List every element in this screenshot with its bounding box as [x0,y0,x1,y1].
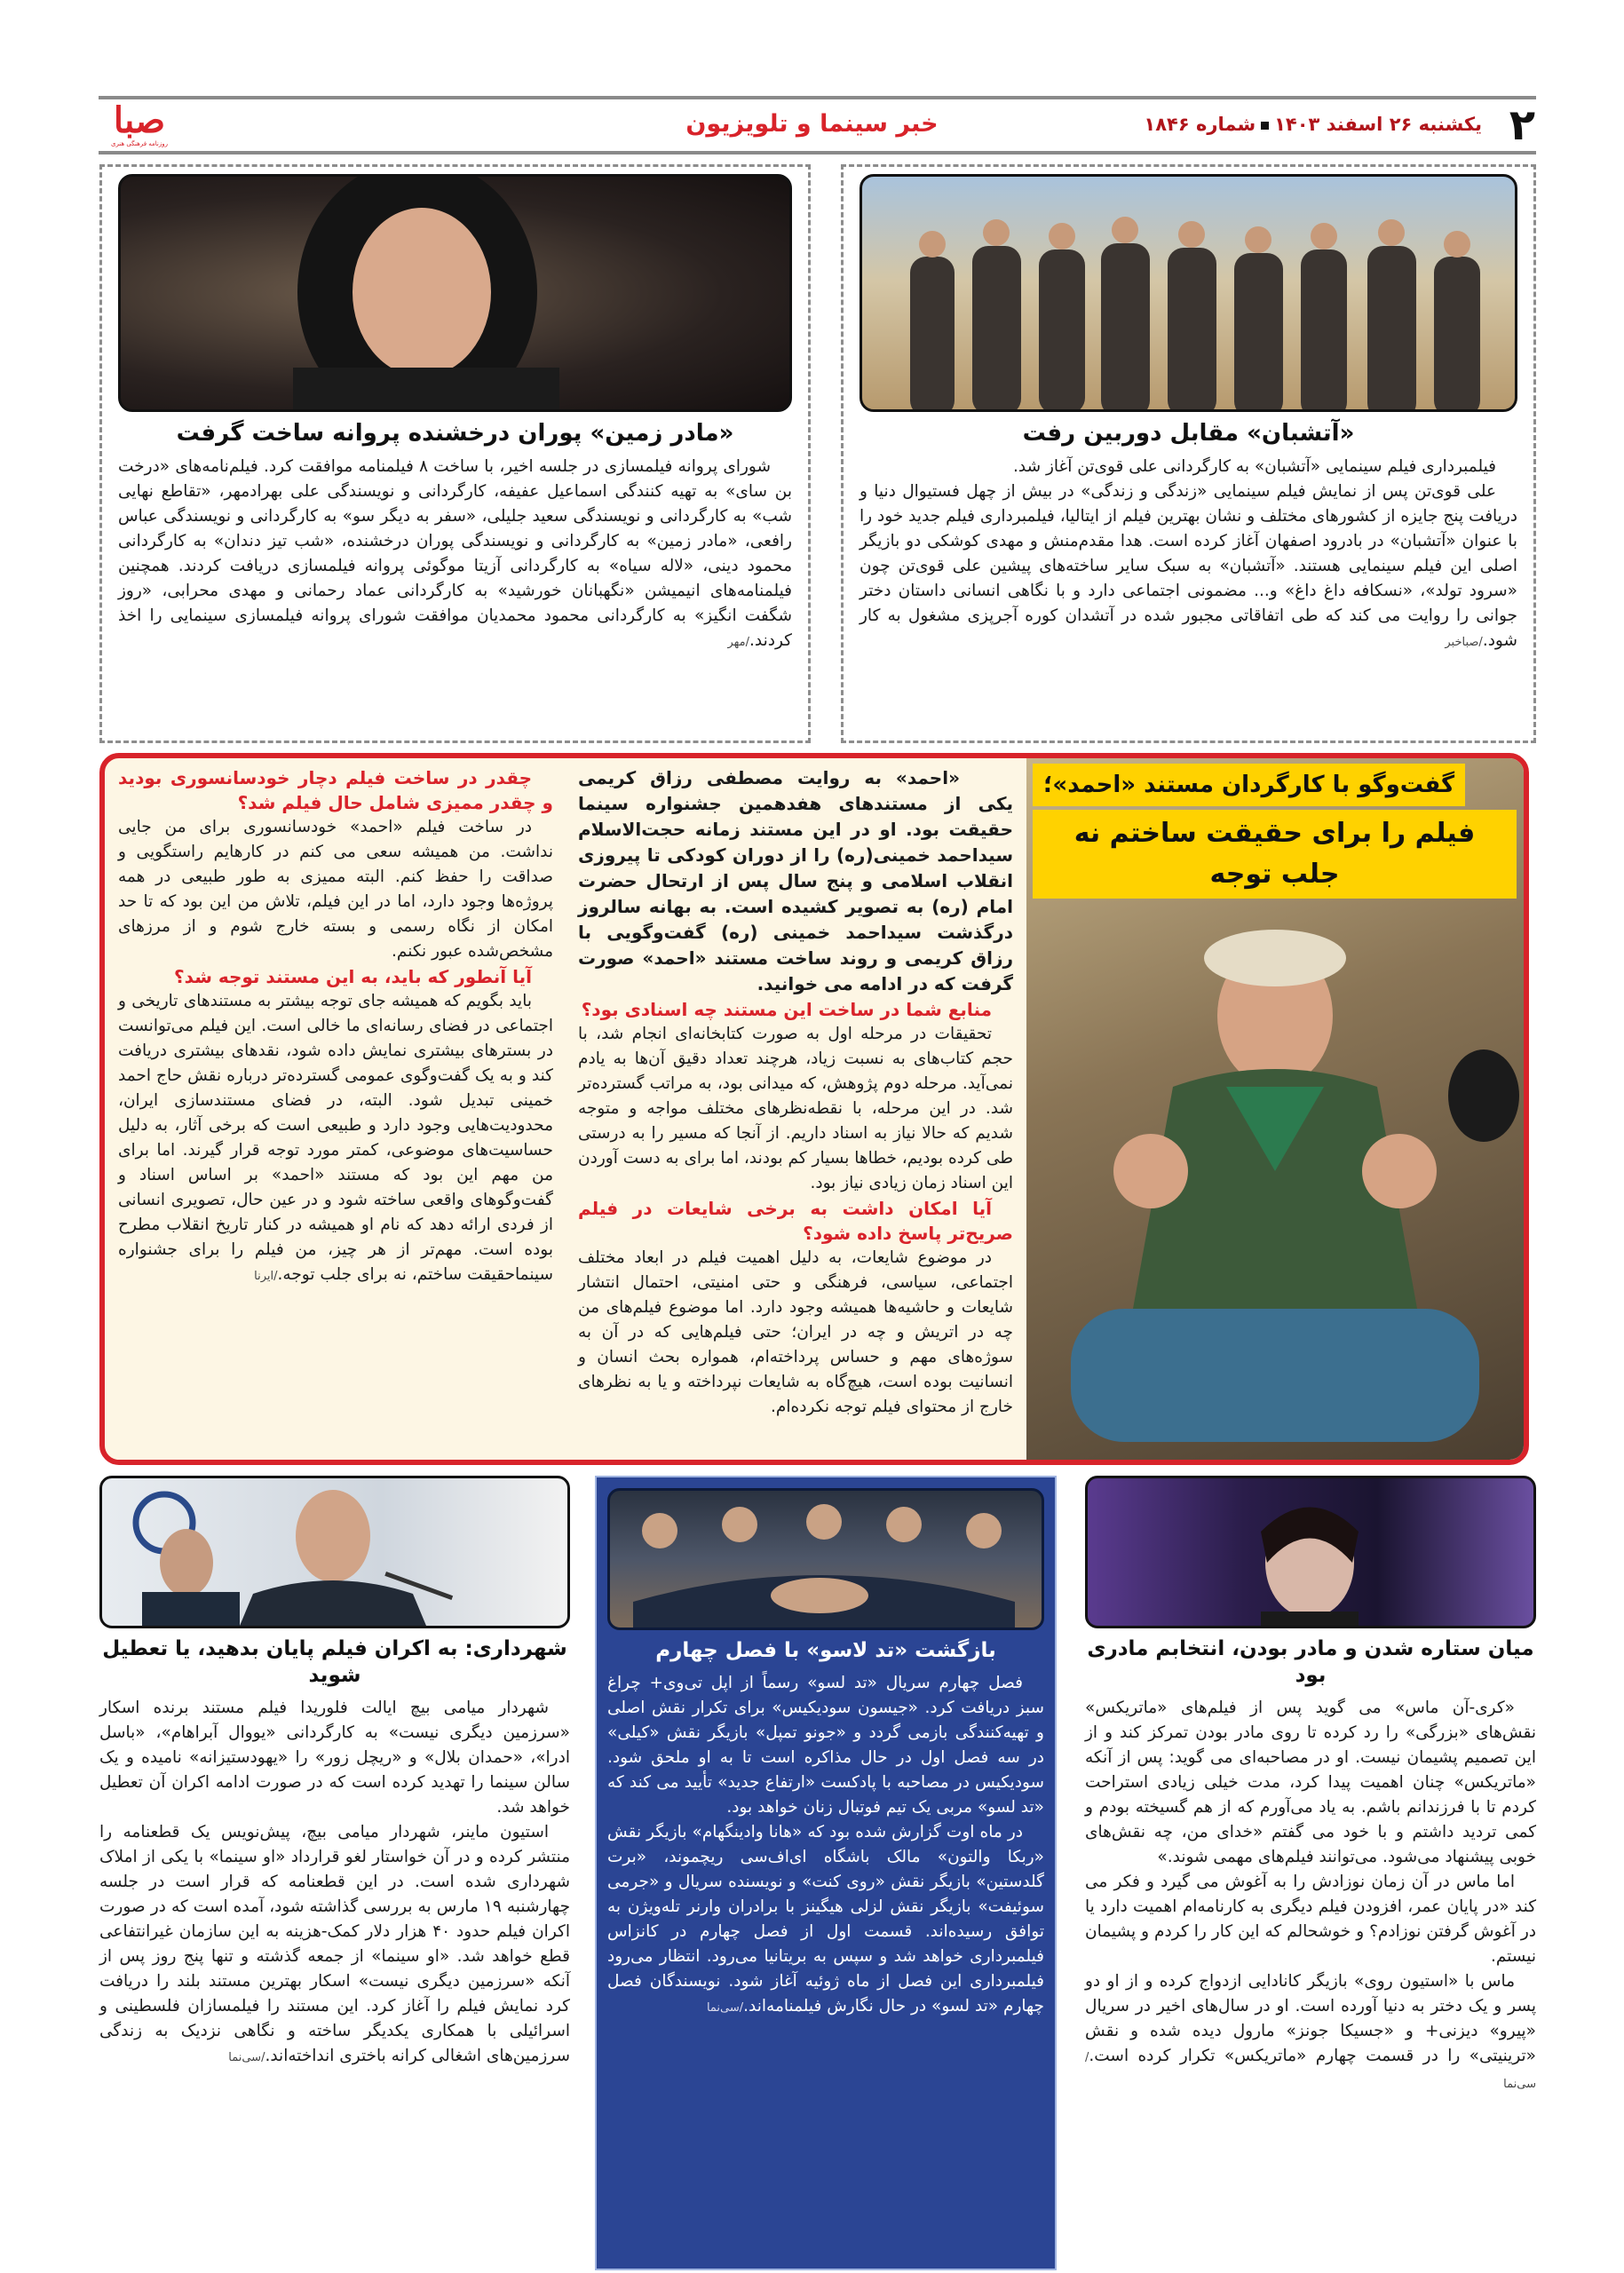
ted-lasso-title: بازگشت «تد لاسو» با فصل چهارم [655,1639,996,1662]
madar-zamin-paragraph-text: شورای پروانه فیلمسازی در جلسه اخیر، با ساخت ۸ فیلمنامه موافقت کرد. فیلم‌نامه‌های «درخت بن سای» به تهیه کنندگی اسماعیل عفیفه، کارگردانی و نویسندگی علی بهرادمهر، «تقاطع نهایی شب» به کارگردانی و نویسندگی سعید جلیلی، «سفر به دیگر سو» به کارگردانی و نویسندگی عباس رافعی، «مادر زمین» به کارگردانی و نویسندگی پوران درخشنده، «شب تیز دندان» به کارگردانی محمود دینی، «لاله سیاه» به کارگردانی آزیتا موگوئی پروانه فیلمسازی دریافت کردند. همچنین فیلمنامه‌های انیمیشن «نگهبانان خورشید» به کارگردانی عماد رحمانی و مهدی محرابی، «روز شگفت انگیز» به کارگردانی محمود محمدیان موافقت شورای پروانه فیلمسازی سینمایی را اخذ کردند. [118,457,792,650]
atashban-title: «آتشبان» مقابل دوربین رفت [1022,420,1355,447]
moss-paragraph-text: ماس با «استیون روی» بازیگر کانادایی ازدواج کرده و از او دو پسر و یک دختر به دنیا آورده است. او در سال‌های اخیر در سریال «پیرو» دیزنی+ و «جسیکا جونز» مارول دیده شده و نقش «ترینیتی» را در قسمت چهارم «ماتریکس» تکرار کرده است. [1085,1972,1536,2065]
interview-question: آیا امکان داشت به برخی شایعات در فیلم صریح‌تر پاسخ داده شود؟ [578,1198,1013,1244]
interview-answer: در ساخت فیلم «احمد» خودسانسوری برای من جایی نداشت. من همیشه سعی می کنم در کارهایم راستگویی و صداقت را حفظ کنم. البته ممیزی به طور طبیعی در همه پروژه‌ها وجود دارد، اما در این فیلم، تلاش من این بود که تا حد امکان از نگاه رسمی و بسته خارج شوم و از مرزهای مشخص‌شده عبور نکنم. [118,818,553,961]
interview-question: چقدر در ساخت فیلم دچار خودسانسوری بودید و چقدر ممیزی شامل حال فیلم شد؟ [118,767,553,813]
page-number: ۲ [1509,100,1535,150]
section-title: خبر سینما و تلویزیون [685,110,939,138]
interview-answer [118,989,553,1289]
miami-paragraph: شهردار میامی بیچ ایالت فلوریدا فیلم مستند برنده اسکار «سرزمین دیگری نیست» به کارگردانی «یووال آبراهام»، «باسل ادرا»، «حمدان بلال» و «ریچل زور» را «یهودستیزانه» نامیده و یک سالن سینما را تهدید کرده است که در صورت ادامه اکران آن تعطیل خواهد شد. [99,1699,570,1817]
atashban-body [860,455,1517,655]
film-crew-illustration [860,177,1515,409]
portrait-illustration [118,177,789,409]
atashban-paragraph: فیلمبرداری فیلم سینمایی «آتشبان» به کارگردانی علی قوی‌تن آغاز شد. [1013,457,1496,476]
moss-paragraph: اما ماس در آن زمان نوزادش را به آغوش می گیرد و فکر می کند «در پایان عمر، افزودن فیلم دیگری به کارنامه‌ام اهمیت دارد یا در آغوش گرفتن نوزادم؟ و خوشحالم که این کار را کردم و پشیمان نیستم. [1085,1873,1536,1966]
interview-box [99,753,1529,1465]
bullet-icon [1261,122,1269,130]
moss-paragraph: «کری-آن ماس» می گوید پس از فیلم‌های «ماتریکس» نقش‌های «بزرگی» را رد کرده تا روی مادر بودن تمرکز کند و از این تصمیم پشیمان نیست. او در مصاحبه‌ای می گوید: پس از آنکه «ماتریکس» چنان اهمیت پیدا کرد، مدت خیلی زیادی استراحت کردم تا با فرزندانم باشم. به یاد می‌آورم که از هم گسیخته بودم و کمی تردید داشتم و با خود می گفتم «خدای من، چه نقش‌های خوبی پیشنهاد می‌شود. می‌توانند فیلم‌های مهمی شوند.» [1085,1699,1536,1866]
carrie-anne-moss-photo [1085,1476,1536,1628]
director-photo [1026,758,1524,1460]
team-huddle-illustration [607,1491,1042,1628]
ted-lasso-cast-photo [607,1488,1044,1630]
interview-answer: تحقیقات در مرحله اول به صورت کتابخانه‌ای انجام شد، با حجم کتاب‌های به نسبت زیاد، هرچند تعداد دقیق آن‌ها به یادم نمی‌آید. مرحله دوم پژوهش، که میدانی بود، به مراتب گسترده‌تر شد. در این مرحله، با نقطه‌نظرهای مختلف مواجه و متوجه شدیم که حالا نیاز به اسناد داریم. از آنجا که مسیر را به درستی طی کرده بودیم، خطاها بسیار کم بودند، اما برای به دست آوردن این اسناد زمان زیادی نیاز بود. [578,1025,1013,1192]
miami-paragraph [99,1820,570,2071]
miami-body [99,1696,570,2071]
dateline [1144,114,1482,135]
issue-number: شماره ۱۸۴۶ [1144,114,1256,135]
interview-question: منابع شما در ساخت این مستند چه اسنادی بود؟ [581,999,992,1020]
interview-kicker: گفت‌وگو با کارگردان مستند «احمد»؛ [1033,764,1465,806]
interview-lead: «احمد» به روایت مصطفی رزاق کریمی یکی از مستندهای هفدهمین جشنواره سینما حقیقت بود. او در این مستند زمانه حجت‌الاسلام سیداحمد خمینی(ره) را از دوران کودکی تا پیروزی انقلاب اسلامی و پنج سال پس از ارتحال حضرت امام (ره) به تصویر کشیده است. به بهانه سالروز درگذشت سیداحمد خمینی (ره) گفت‌وگویی با رزاق کریمی و روند ساخت مستند «احمد» صورت گرفت که در ادامه می خوانید. [578,767,1013,994]
header-bottom-rule [99,151,1536,154]
logo-tagline: روزنامه فرهنگی هنری [110,140,169,147]
madar-zamin-title: «مادر زمین» پوران درخشنده پروانه ساخت گرفت [176,420,734,447]
article-moss [1085,1476,1536,2270]
moss-title: میان ستاره شدن و مادر بودن، انتخابم مادری بود [1087,1637,1534,1687]
header-top-rule [99,96,1536,99]
madar-zamin-body [118,455,792,655]
miami-paragraph-text: استیون ماینر، شهردار میامی بیچ، پیش‌نویس یک قطعنامه را منتشر کرده و در آن خواستار لغو قرارداد «او سینما» با یکی از املاک شهرداری شده است. در این قطعنامه که قرار است در جلسه چهارشنبه ۱۹ مارس به بررسی گذاشته شود، آمده است که در صورت اکران فیلم حدود ۴۰ هزار دلار کمک-هزینه به این سازمان غیرانتفاعی قطع خواهد شد. «او سینما» از جمعه گذشته و تنها پنج روز پس از آنکه «سرزمین دیگری نیست» اسکار بهترین مستند بلند را دریافت کرد نمایش فیلم را آغاز کرد. این مستند را فیلمسازان فلسطینی و اسرائیلی با همکاری یکدیگر ساخته و نگاهی نزدیک به زندگی سرزمین‌های اشغالی کرانه باختری انداخته‌اند. [99,1823,571,2065]
ted-lasso-body [607,1671,1044,2021]
moss-source: /سی‌نما [1085,2051,1536,2091]
moss-body [1085,1696,1536,2097]
article-atashban [841,164,1536,743]
ted-lasso-paragraph [607,1820,1044,2021]
interview-question: آیا آنطور که باید، به این مستند توجه شد؟ [174,966,532,987]
article-ted-lasso [595,1476,1057,2270]
miami-mayor-photo [99,1476,570,1628]
interview-source: /ایرنا [254,1270,278,1283]
portrait-illustration [1088,1478,1533,1626]
atashban-paragraph-text: علی قوی‌تن پس از نمایش فیلم سینمایی «زندگی و زندگی» در بیش از چهل فستیوال دنیا و دریافت پنج جایزه از کشورهای مختلف و نشان بهترین فیلم از ایتالیا، فیلمبرداری فیلم جدید خود را با عنوان «آتشبان» در بادرود اصفهان آغاز کرده است. هدا مقدم‌منش و مهدی کوشکی دو بازیگر اصلی این فیلم سینمایی هستند. «آتشبان» به سبک سایر ساخته‌های پیشین علی قوی‌تن چون «سرود تولد»، «نسکافه داغ داغ» و... مضمونی اجتماعی دارد و با نگاهی انسانی داستان دختر جوانی را روایت می کند که طی اتفاقاتی مجبور شده در آتشدان کوره آجرپزی مشغول به کار شود. [860,482,1517,650]
miami-title: شهرداری: به اکران فیلم پایان بدهید، یا تعطیل شوید [102,1637,567,1687]
interview-answer: در موضوع شایعات، به دلیل اهمیت فیلم در ابعاد مختلف اجتماعی، سیاسی، فرهنگی و حتی امنیتی، احتمال انتشار شایعات و حاشیه‌ها همیشه وجود دارد. اما موضوع فیلم‌های من چه در اتریش و چه در ایران؛ حتی فیلم‌هایی که در آن به سوژه‌های مهم و حساس پرداخته‌ام، همواره بحث انسان و انسانیت بوده است، هیچ‌گاه به شایعات نپرداخته و یا به نظرهای خارج از محتوای فیلم توجه نکرده‌ام. [578,1248,1013,1416]
article-madar-zamin [99,164,811,743]
interview-answer-text: باید بگویم که همیشه جای توجه بیشتر به مستندهای تاریخی و اجتماعی در فضای رسانه‌ای ما خالی است. این فیلم می‌توانست در بسترهای بیشتری نمایش داده شود، نقدهای بیشتری دریافت کند و به یک گفت‌وگوی عمومی گسترده‌تر درباره نقش حاج احمد خمینی تبدیل شود. البته، در فضای مستندسازی ایران، محدودیت‌هایی وجود دارد و طبیعی است که برخی آثار، به دلیل حساسیت‌های موضوعی، کمتر مورد توجه قرار گیرند. اما برای من مهم این بود که مستند «احمد» بر اساس اسناد و گفت‌وگوهای واقعی ساخته شود و در عین حال، تصویری انسانی از فردی ارائه دهد که نام او همیشه در کنار تاریخ انقلاب مطرح بوده است. مهم‌تر از هر چیز، من فیلم را برای جشنواره سینماحقیقت ساختم، نه برای جلب توجه. [118,992,553,1284]
article-miami [99,1476,570,2270]
miami-source: /سی‌نما [228,2051,265,2064]
ted-lasso-paragraph: فصل چهارم سریال «تد لسو» رسماً از اپل تی‌وی+ چراغ سبز دریافت کرد. «جیسون سودیکیس» برای تکرار نقش اصلی و تهیه‌کنندگی بازمی گردد و «جونو تمپل» بازیگر نقش «کیلی» در سه فصل اول در حال مذاکره است تا به او ملحق شود. سودیکیس در مصاحبه با پادکست «ارتفاع جدید» تأیید می کند که «تد لسو» مربی یک تیم فوتبال زنان خواهد بود. [607,1674,1044,1817]
logo-text: صبا [113,99,166,141]
madar-zamin-source: /مهر [727,636,749,649]
issue-date: یکشنبه ۲۶ اسفند ۱۴۰۳ [1274,114,1482,135]
madar-zamin-paragraph [118,455,792,655]
pouran-derakhshandeh-photo [118,174,792,412]
atashban-cast-photo [860,174,1517,412]
moss-paragraph [1085,1969,1536,2097]
atashban-paragraph [860,479,1517,655]
interview-headline: فیلم را برای حقیقت ساختم نه جلب توجه [1033,810,1517,899]
interview-text [118,765,1013,1453]
ted-lasso-paragraph-text: در ماه اوت گزارش شده بود که «هانا وادینگهام» بازیگر نقش «ربکا والتون» مالک باشگاه ای‌اف‌سی ریچموند، «برت گلدستین» بازیگر نقش «روی کنت» و نویسنده سریال و «جرمی سوئیفت» بازیگر نقش لزلی هیگینز با برادران وارنر تله‌ویژن به توافق رسیده‌اند. قسمت اول از فصل چهارم در کانزاس فیلمبرداری خواهد شد و سپس به بریتانیا می‌رود. انتظار می‌رود فیلمبرداری این فصل از ماه ژوئیه آغاز شود. نویسندگان فصل چهارم «تد لسو» در حال نگارش فیلمنامه‌اند. [607,1823,1044,2016]
interview-heading [1033,764,1517,899]
atashban-source: /صبا‌خبر [1445,636,1483,649]
press-conference-illustration [102,1478,567,1626]
ted-lasso-source: /سی‌نما [706,2001,744,2015]
newspaper-logo[interactable] [99,101,179,149]
